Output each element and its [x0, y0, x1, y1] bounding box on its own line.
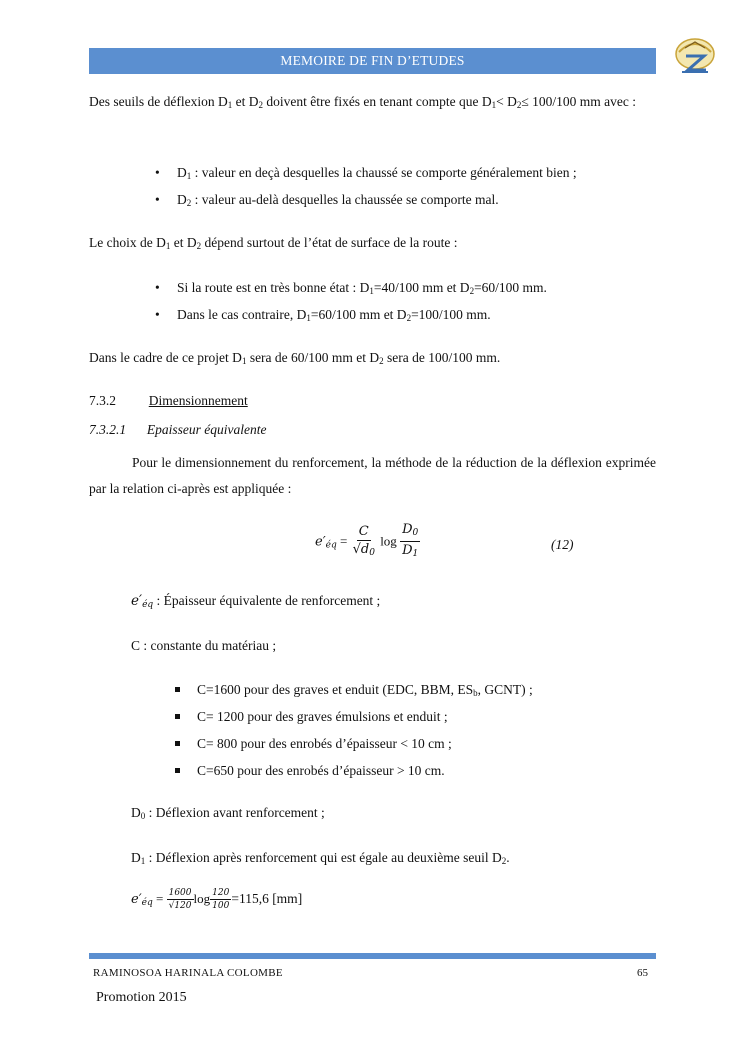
school-logo-icon — [673, 34, 717, 78]
fraction-d0-over-d1: $\frac{D_0}{D_1}$ — [402, 522, 419, 559]
section-number: 7.3.2 — [89, 393, 116, 408]
fraction-120-over-100: $\frac{120}{100}$ — [212, 888, 230, 911]
section-heading — [89, 388, 248, 414]
square-bullet-icon — [175, 741, 180, 746]
subsection-number: 7.3.2.1 — [89, 422, 127, 437]
d0-definition: $D_0$ : Déflexion avant renforcement ; — [131, 805, 325, 821]
page-number: 65 — [637, 967, 648, 979]
project-paragraph: Dans le cadre de ce projet $D_1$ sera de 60/100 mm et $D_2$ sera de 100/100 mm. — [89, 350, 501, 366]
thickness-definition: $e'_{éq}$ : Épaisseur équivalente de renforcement ; — [131, 593, 381, 610]
list-item: • $D_1$ : valeur en deçà desquelles la chaussé se comporte généralement bien ; — [155, 165, 577, 181]
square-bullet-icon — [175, 768, 180, 773]
fraction-1600-over-sqrt120: $\frac{1600}{√120}$ — [168, 888, 192, 911]
choice-paragraph: Le choix de $D_1$ et $D_2$ dépend surtout de l’état de surface de la route : — [89, 235, 458, 251]
list-item: • Si la route est en très bonne état : $D_1=40/100$ mm et $D_2=60/100$ mm. — [155, 280, 547, 296]
material-constants-list — [173, 676, 653, 784]
road-cases-list — [155, 274, 655, 328]
intro-paragraph: Des seuils de déflexion $D_1$ et $D_2$ doivent être fixés en tenant compte que $D_1< D_2\le 100/100$ mm avec : — [89, 94, 637, 110]
square-bullet-icon — [175, 687, 180, 692]
deflection-definitions-list — [155, 159, 655, 213]
list-item: C= 1200 pour des graves émulsions et enduit ; — [173, 703, 653, 730]
promotion-label: Promotion 2015 — [96, 990, 187, 1005]
square-bullet-icon — [175, 714, 180, 719]
equation-12: $e'_{éq}$ = $\frac{C}{√d_0}$ log $\frac{D_0}{D_1}$ — [315, 522, 420, 563]
constant-definition: C : constante du matériau ; — [131, 638, 277, 653]
subsection-title: Epaisseur équivalente — [146, 422, 267, 437]
footer-bar — [89, 953, 656, 959]
subsection-heading — [89, 417, 266, 443]
author-name: RAMINOSOA HARINALA COLOMBE — [93, 967, 283, 979]
list-item: C= 800 pour des enrobés d’épaisseur < 10 cm ; — [173, 730, 653, 757]
list-item: C=650 pour des enrobés d’épaisseur > 10 cm. — [173, 757, 653, 784]
thickness-calculation: $e'_{éq}$ = $\frac{1600}{√120}$ log $\frac{120}{100}$ =115,6 [mm] — [131, 888, 303, 911]
list-item: C=1600 pour des graves et enduit (EDC, BBM, $ES_b$, GCNT) ; — [173, 676, 653, 703]
d1-definition: $D_1$ : Déflexion après renforcement qui est égale au deuxième seuil $D_2$. — [131, 850, 510, 866]
fraction-c-over-sqrt-d0: $\frac{C}{√d_0}$ — [352, 523, 375, 558]
method-paragraph: Pour le dimensionnement du renforcement, la méthode de la réduction de la déflexion exprimée par la relation ci-après est appliquée : — [89, 455, 656, 496]
list-item: • $D_2$ : valeur au-delà desquelles la chaussée se comporte mal. — [155, 192, 499, 208]
section-title: Dimensionnement — [148, 393, 248, 408]
equation-number: (12) — [551, 537, 574, 552]
page-header: MEMOIRE DE FIN D’ETUDES — [89, 48, 656, 74]
list-item: • Dans le cas contraire, $D_1=60/100$ mm et $D_2=100/100$ mm. — [155, 307, 491, 323]
